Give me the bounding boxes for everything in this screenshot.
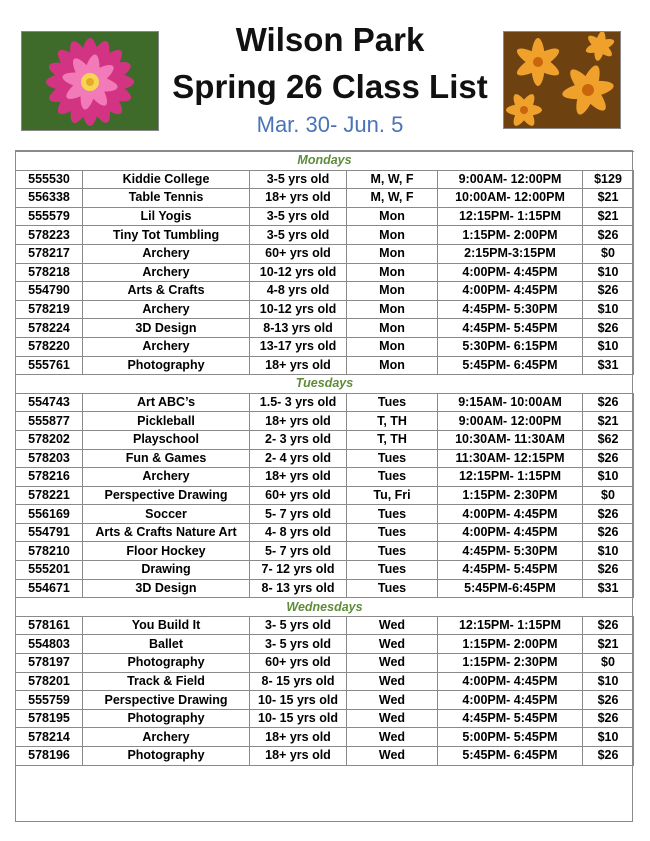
age-range: 10- 15 yrs old — [250, 691, 347, 710]
meeting-days: Tues — [347, 505, 438, 524]
class-code: 554791 — [16, 523, 83, 542]
class-price: $21 — [583, 635, 634, 654]
class-name: Arts & Crafts Nature Art — [83, 523, 250, 542]
age-range: 60+ yrs old — [250, 654, 347, 673]
meeting-days: Mon — [347, 300, 438, 319]
age-range: 18+ yrs old — [250, 728, 347, 747]
meeting-days: Mon — [347, 282, 438, 301]
class-price: $31 — [583, 579, 634, 598]
day-section-header — [16, 598, 634, 617]
class-price: $10 — [583, 468, 634, 487]
meeting-days: Wed — [347, 616, 438, 635]
class-time: 4:45PM- 5:45PM — [438, 561, 583, 580]
age-range: 8- 15 yrs old — [250, 672, 347, 691]
table-row — [16, 616, 634, 635]
class-time: 12:15PM- 1:15PM — [438, 468, 583, 487]
table-row — [16, 207, 634, 226]
table-row — [16, 282, 634, 301]
class-time: 5:00PM- 5:45PM — [438, 728, 583, 747]
class-time: 4:45PM- 5:30PM — [438, 542, 583, 561]
class-name: Perspective Drawing — [83, 486, 250, 505]
meeting-days: Mon — [347, 263, 438, 282]
table-row — [16, 300, 634, 319]
class-price: $10 — [583, 263, 634, 282]
age-range: 13-17 yrs old — [250, 337, 347, 356]
table-row — [16, 505, 634, 524]
table-row — [16, 356, 634, 375]
class-code: 578223 — [16, 226, 83, 245]
class-name: Pickleball — [83, 412, 250, 431]
table-row — [16, 672, 634, 691]
class-code: 554803 — [16, 635, 83, 654]
class-price: $26 — [583, 226, 634, 245]
class-code: 578161 — [16, 616, 83, 635]
class-time: 4:00PM- 4:45PM — [438, 672, 583, 691]
meeting-days: Mon — [347, 226, 438, 245]
class-price: $26 — [583, 523, 634, 542]
class-time: 5:45PM-6:45PM — [438, 579, 583, 598]
class-time: 9:15AM- 10:00AM — [438, 393, 583, 412]
age-range: 5- 7 yrs old — [250, 505, 347, 524]
class-name: Tiny Tot Tumbling — [83, 226, 250, 245]
class-code: 578201 — [16, 672, 83, 691]
class-name: Table Tennis — [83, 189, 250, 208]
class-code: 578195 — [16, 709, 83, 728]
class-time: 4:00PM- 4:45PM — [438, 505, 583, 524]
class-code: 578219 — [16, 300, 83, 319]
class-code: 578218 — [16, 263, 83, 282]
table-row — [16, 393, 634, 412]
class-name: Playschool — [83, 430, 250, 449]
table-row — [16, 430, 634, 449]
age-range: 7- 12 yrs old — [250, 561, 347, 580]
meeting-days: Wed — [347, 654, 438, 673]
class-name: Archery — [83, 728, 250, 747]
age-range: 4-8 yrs old — [250, 282, 347, 301]
meeting-days: T, TH — [347, 412, 438, 431]
meeting-days: Wed — [347, 728, 438, 747]
class-time: 1:15PM- 2:00PM — [438, 226, 583, 245]
meeting-days: Mon — [347, 207, 438, 226]
age-range: 5- 7 yrs old — [250, 542, 347, 561]
class-time: 4:00PM- 4:45PM — [438, 523, 583, 542]
class-price: $26 — [583, 393, 634, 412]
class-time: 4:45PM- 5:45PM — [438, 319, 583, 338]
class-name: Photography — [83, 654, 250, 673]
table-row — [16, 654, 634, 673]
class-code: 555759 — [16, 691, 83, 710]
age-range: 3-5 yrs old — [250, 207, 347, 226]
age-range: 18+ yrs old — [250, 468, 347, 487]
day-section-header — [16, 375, 634, 394]
class-name: Drawing — [83, 561, 250, 580]
class-time: 1:15PM- 2:30PM — [438, 486, 583, 505]
class-name: Photography — [83, 356, 250, 375]
table-row — [16, 728, 634, 747]
class-name: Kiddie College — [83, 170, 250, 189]
class-code: 578216 — [16, 468, 83, 487]
class-code: 556169 — [16, 505, 83, 524]
class-code: 554671 — [16, 579, 83, 598]
age-range: 3-5 yrs old — [250, 170, 347, 189]
class-price: $26 — [583, 709, 634, 728]
meeting-days: Wed — [347, 691, 438, 710]
class-time: 5:45PM- 6:45PM — [438, 747, 583, 766]
class-name: Art ABC’s — [83, 393, 250, 412]
meeting-days: Wed — [347, 635, 438, 654]
class-price: $26 — [583, 561, 634, 580]
class-time: 11:30AM- 12:15PM — [438, 449, 583, 468]
class-code: 554790 — [16, 282, 83, 301]
class-code: 555877 — [16, 412, 83, 431]
class-name: Ballet — [83, 635, 250, 654]
meeting-days: Tu, Fri — [347, 486, 438, 505]
class-price: $10 — [583, 672, 634, 691]
age-range: 18+ yrs old — [250, 356, 347, 375]
day-heading: Tuesdays — [16, 375, 634, 394]
class-price: $26 — [583, 691, 634, 710]
meeting-days: M, W, F — [347, 189, 438, 208]
class-name: Arts & Crafts — [83, 282, 250, 301]
day-section-header — [16, 152, 634, 171]
class-price: $26 — [583, 616, 634, 635]
orange-lily-image — [503, 31, 621, 129]
table-row — [16, 449, 634, 468]
class-price: $21 — [583, 412, 634, 431]
meeting-days: Tues — [347, 542, 438, 561]
table-row — [16, 337, 634, 356]
table-row — [16, 561, 634, 580]
class-schedule-table — [15, 151, 634, 766]
table-row — [16, 523, 634, 542]
pink-dahlia-image — [21, 31, 159, 131]
table-row — [16, 579, 634, 598]
class-time: 9:00AM- 12:00PM — [438, 412, 583, 431]
class-name: Archery — [83, 337, 250, 356]
class-code: 555761 — [16, 356, 83, 375]
age-range: 1.5- 3 yrs old — [250, 393, 347, 412]
age-range: 10-12 yrs old — [250, 300, 347, 319]
class-code: 578214 — [16, 728, 83, 747]
lily-flowers-icon — [504, 32, 620, 128]
table-row — [16, 747, 634, 766]
age-range: 2- 3 yrs old — [250, 430, 347, 449]
table-row — [16, 542, 634, 561]
class-code: 555530 — [16, 170, 83, 189]
class-time: 2:15PM-3:15PM — [438, 244, 583, 263]
class-name: Archery — [83, 300, 250, 319]
class-price: $10 — [583, 300, 634, 319]
class-code: 554743 — [16, 393, 83, 412]
class-code: 555579 — [16, 207, 83, 226]
class-name: Perspective Drawing — [83, 691, 250, 710]
age-range: 18+ yrs old — [250, 189, 347, 208]
class-time: 9:00AM- 12:00PM — [438, 170, 583, 189]
age-range: 4- 8 yrs old — [250, 523, 347, 542]
age-range: 3-5 yrs old — [250, 226, 347, 245]
class-price: $21 — [583, 207, 634, 226]
class-price: $0 — [583, 244, 634, 263]
meeting-days: Tues — [347, 393, 438, 412]
page-subtitle: Spring 26 Class List — [172, 68, 488, 105]
meeting-days: Mon — [347, 337, 438, 356]
class-code: 578217 — [16, 244, 83, 263]
class-code: 578220 — [16, 337, 83, 356]
age-range: 3- 5 yrs old — [250, 635, 347, 654]
class-time: 5:30PM- 6:15PM — [438, 337, 583, 356]
meeting-days: Tues — [347, 561, 438, 580]
class-name: Archery — [83, 263, 250, 282]
class-code: 578202 — [16, 430, 83, 449]
class-time: 4:00PM- 4:45PM — [438, 691, 583, 710]
class-name: You Build It — [83, 616, 250, 635]
class-price: $26 — [583, 319, 634, 338]
class-time: 10:00AM- 12:00PM — [438, 189, 583, 208]
class-price: $0 — [583, 486, 634, 505]
class-time: 4:45PM- 5:30PM — [438, 300, 583, 319]
page-title: Wilson Park — [235, 21, 425, 58]
class-name: Fun & Games — [83, 449, 250, 468]
class-time: 4:45PM- 5:45PM — [438, 709, 583, 728]
age-range: 10- 15 yrs old — [250, 709, 347, 728]
age-range: 3- 5 yrs old — [250, 616, 347, 635]
age-range: 18+ yrs old — [250, 747, 347, 766]
age-range: 60+ yrs old — [250, 486, 347, 505]
class-code: 555201 — [16, 561, 83, 580]
class-name: Archery — [83, 244, 250, 263]
class-code: 578196 — [16, 747, 83, 766]
day-heading: Wednesdays — [16, 598, 634, 617]
class-price: $10 — [583, 728, 634, 747]
table-row — [16, 170, 634, 189]
class-time: 10:30AM- 11:30AM — [438, 430, 583, 449]
class-price: $26 — [583, 282, 634, 301]
age-range: 8-13 yrs old — [250, 319, 347, 338]
class-name: 3D Design — [83, 579, 250, 598]
class-price: $31 — [583, 356, 634, 375]
meeting-days: Wed — [347, 709, 438, 728]
class-name: Track & Field — [83, 672, 250, 691]
table-row — [16, 319, 634, 338]
class-code: 578210 — [16, 542, 83, 561]
meeting-days: M, W, F — [347, 170, 438, 189]
class-name: Archery — [83, 468, 250, 487]
meeting-days: Wed — [347, 672, 438, 691]
table-row — [16, 412, 634, 431]
class-price: $10 — [583, 337, 634, 356]
class-price: $26 — [583, 449, 634, 468]
table-row — [16, 635, 634, 654]
meeting-days: Tues — [347, 579, 438, 598]
class-price: $129 — [583, 170, 634, 189]
class-code: 578221 — [16, 486, 83, 505]
class-price: $0 — [583, 654, 634, 673]
age-range: 18+ yrs old — [250, 412, 347, 431]
class-price: $21 — [583, 189, 634, 208]
class-name: Lil Yogis — [83, 207, 250, 226]
class-name: Photography — [83, 709, 250, 728]
table-row — [16, 189, 634, 208]
meeting-days: Mon — [347, 356, 438, 375]
table-row — [16, 691, 634, 710]
table-row — [16, 709, 634, 728]
class-code: 578203 — [16, 449, 83, 468]
table-row — [16, 244, 634, 263]
class-name: Floor Hockey — [83, 542, 250, 561]
meeting-days: Tues — [347, 523, 438, 542]
class-price: $10 — [583, 542, 634, 561]
meeting-days: Wed — [347, 747, 438, 766]
day-heading: Mondays — [16, 152, 634, 171]
class-time: 4:00PM- 4:45PM — [438, 263, 583, 282]
class-time: 1:15PM- 2:30PM — [438, 654, 583, 673]
meeting-days: T, TH — [347, 430, 438, 449]
age-range: 10-12 yrs old — [250, 263, 347, 282]
age-range: 8- 13 yrs old — [250, 579, 347, 598]
dahlia-flower-icon — [22, 32, 158, 130]
class-time: 5:45PM- 6:45PM — [438, 356, 583, 375]
class-name: 3D Design — [83, 319, 250, 338]
class-price: $26 — [583, 747, 634, 766]
meeting-days: Mon — [347, 319, 438, 338]
table-row — [16, 486, 634, 505]
age-range: 2- 4 yrs old — [250, 449, 347, 468]
class-time: 4:00PM- 4:45PM — [438, 282, 583, 301]
table-row — [16, 263, 634, 282]
class-price: $26 — [583, 505, 634, 524]
class-code: 578197 — [16, 654, 83, 673]
meeting-days: Tues — [347, 468, 438, 487]
class-code: 556338 — [16, 189, 83, 208]
table-row — [16, 468, 634, 487]
class-time: 12:15PM- 1:15PM — [438, 616, 583, 635]
meeting-days: Tues — [347, 449, 438, 468]
session-dates: Mar. 30- Jun. 5 — [256, 112, 404, 137]
table-row — [16, 226, 634, 245]
class-time: 12:15PM- 1:15PM — [438, 207, 583, 226]
class-name: Soccer — [83, 505, 250, 524]
meeting-days: Mon — [347, 244, 438, 263]
class-price: $62 — [583, 430, 634, 449]
class-time: 1:15PM- 2:00PM — [438, 635, 583, 654]
age-range: 60+ yrs old — [250, 244, 347, 263]
class-code: 578224 — [16, 319, 83, 338]
class-name: Photography — [83, 747, 250, 766]
